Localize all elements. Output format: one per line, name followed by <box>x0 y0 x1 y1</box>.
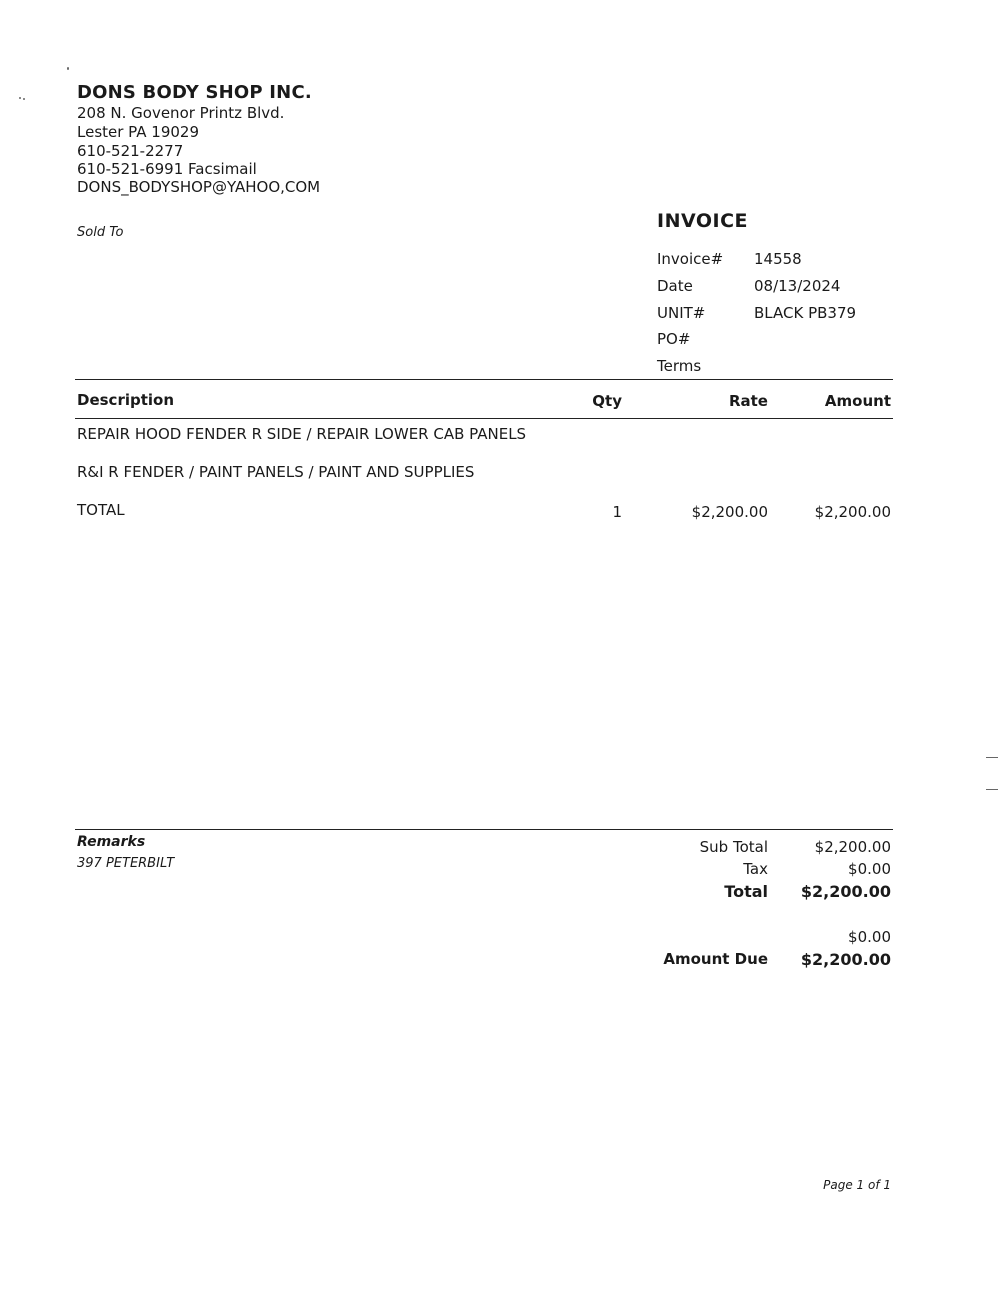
table-header-rule <box>75 418 893 419</box>
invoice-title: INVOICE <box>657 210 748 232</box>
terms-label: Terms <box>657 357 702 375</box>
company-address: 208 N. Govenor Printz Blvd. <box>77 104 285 122</box>
scan-speck <box>19 97 21 99</box>
company-fax: 610-521-6991 Facsimail <box>77 160 257 178</box>
tax-value: $0.00 <box>848 860 891 878</box>
total-line-amount: $2,200.00 <box>814 503 891 521</box>
page-number: Page 1 of 1 <box>823 1178 891 1192</box>
total-line-qty: 1 <box>612 503 622 521</box>
line-item-description: R&I R FENDER / PAINT PANELS / PAINT AND SUPPLIES <box>77 463 475 481</box>
table-bottom-rule <box>75 829 893 830</box>
subtotal-value: $2,200.00 <box>814 838 891 856</box>
company-email: DONS_BODYSHOP@YAHOO,COM <box>77 178 321 196</box>
rate-header: Rate <box>728 392 768 410</box>
table-top-rule <box>75 379 893 380</box>
amount-header: Amount <box>824 392 891 410</box>
total-value: $2,200.00 <box>800 882 891 901</box>
amount-due-label: Amount Due <box>663 950 768 968</box>
remarks-value: 397 PETERBILT <box>77 856 175 871</box>
unit-label: UNIT# <box>657 304 706 322</box>
sold-to-label: Sold To <box>77 225 124 240</box>
company-name: DONS BODY SHOP INC. <box>77 82 312 103</box>
subtotal-label: Sub Total <box>699 838 768 856</box>
unit-value: BLACK PB379 <box>754 304 857 322</box>
payments-value: $0.00 <box>848 928 891 946</box>
total-line-rate: $2,200.00 <box>691 503 768 521</box>
company-city: Lester PA 19029 <box>77 123 200 141</box>
total-label: Total <box>724 882 768 901</box>
scan-speck <box>986 757 998 758</box>
scan-speck <box>986 789 998 790</box>
scan-speck <box>67 67 69 70</box>
invoice-number-label: Invoice# <box>657 250 724 268</box>
description-header: Description <box>77 391 175 409</box>
tax-label: Tax <box>743 860 768 878</box>
company-phone: 610-521-2277 <box>77 142 184 160</box>
qty-header: Qty <box>592 392 622 410</box>
amount-due-value: $2,200.00 <box>800 950 891 969</box>
scan-speck <box>23 98 25 100</box>
invoice-date-value: 08/13/2024 <box>754 277 841 295</box>
total-line-description: TOTAL <box>77 501 125 519</box>
line-item-description: REPAIR HOOD FENDER R SIDE / REPAIR LOWER CAB PANELS <box>77 425 527 443</box>
remarks-label: Remarks <box>77 834 146 850</box>
invoice-date-label: Date <box>657 277 693 295</box>
invoice-number-value: 14558 <box>754 250 802 268</box>
po-label: PO# <box>657 330 691 348</box>
